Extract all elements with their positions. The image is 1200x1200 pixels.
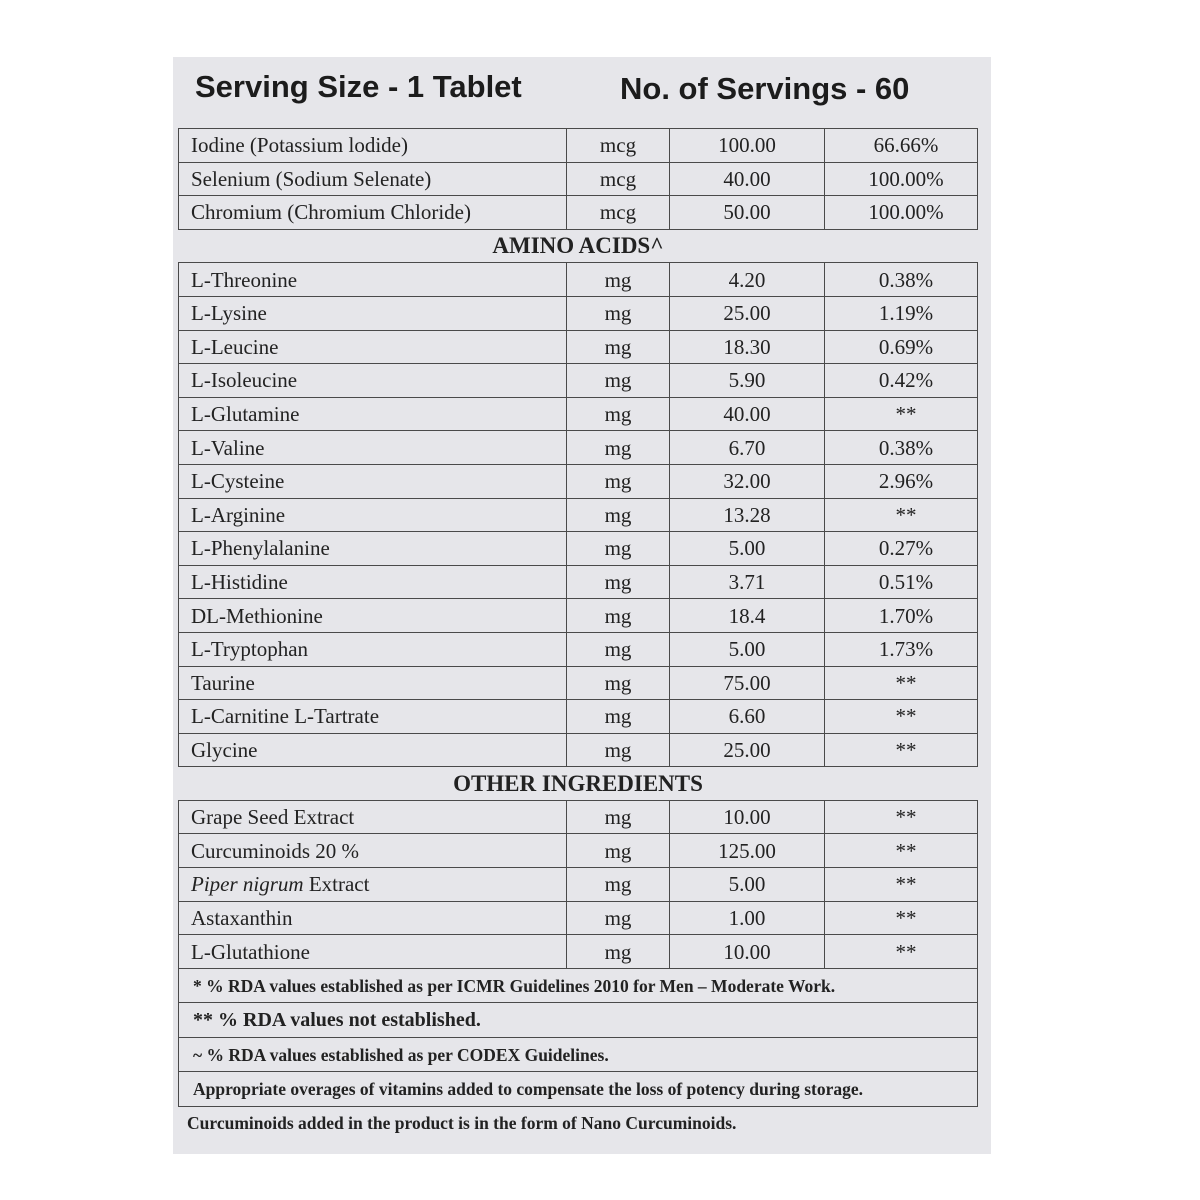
ingredient-rda: 0.42% <box>825 364 978 398</box>
table-row <box>179 800 978 834</box>
ingredient-rda: 1.19% <box>825 296 978 330</box>
section-heading-row <box>179 767 978 801</box>
ingredient-name: Grape Seed Extract <box>179 800 567 834</box>
ingredient-unit: mg <box>567 364 670 398</box>
table-row <box>179 632 978 666</box>
ingredient-name: L-Threonine <box>179 263 567 297</box>
section-heading-row <box>179 229 978 263</box>
ingredient-unit: mg <box>567 632 670 666</box>
ingredient-rda: ** <box>825 868 978 902</box>
ingredient-name: L-Leucine <box>179 330 567 364</box>
ingredient-unit: mcg <box>567 162 670 196</box>
ingredient-rda: 0.27% <box>825 532 978 566</box>
ingredient-amount: 5.00 <box>670 868 825 902</box>
ingredient-amount: 40.00 <box>670 397 825 431</box>
ingredient-name: L-Glutamine <box>179 397 567 431</box>
table-row <box>179 868 978 902</box>
note-codex: ~ % RDA values established as per CODEX Guidelines. <box>179 1037 978 1072</box>
ingredient-amount: 75.00 <box>670 666 825 700</box>
ingredient-unit: mg <box>567 397 670 431</box>
ingredient-rda: ** <box>825 834 978 868</box>
note-overages: Appropriate overages of vitamins added to compensate the loss of potency during storage. <box>179 1072 978 1107</box>
ingredient-amount: 6.60 <box>670 700 825 734</box>
table-row <box>179 599 978 633</box>
ingredient-amount: 18.30 <box>670 330 825 364</box>
ingredient-unit: mg <box>567 935 670 969</box>
ingredient-name: L-Carnitine L-Tartrate <box>179 700 567 734</box>
note-row <box>179 1003 978 1038</box>
table-row <box>179 263 978 297</box>
table-row <box>179 532 978 566</box>
table-row <box>179 129 978 163</box>
nutrition-table <box>178 128 978 1107</box>
ingredient-amount: 40.00 <box>670 162 825 196</box>
table-row <box>179 162 978 196</box>
ingredient-name: L-Arginine <box>179 498 567 532</box>
ingredient-amount: 13.28 <box>670 498 825 532</box>
ingredient-amount: 10.00 <box>670 800 825 834</box>
table-row <box>179 935 978 969</box>
ingredient-name: L-Phenylalanine <box>179 532 567 566</box>
ingredient-unit: mg <box>567 296 670 330</box>
ingredient-rda: 0.51% <box>825 565 978 599</box>
table-row <box>179 296 978 330</box>
ingredient-amount: 3.71 <box>670 565 825 599</box>
ingredient-rda: ** <box>825 700 978 734</box>
ingredient-amount: 4.20 <box>670 263 825 297</box>
ingredient-rda: ** <box>825 800 978 834</box>
serving-size: Serving Size - 1 Tablet <box>195 69 522 104</box>
ingredient-unit: mcg <box>567 196 670 230</box>
ingredient-unit: mg <box>567 599 670 633</box>
ingredient-amount: 5.90 <box>670 364 825 398</box>
table-row <box>179 464 978 498</box>
ingredient-amount: 5.00 <box>670 632 825 666</box>
ingredient-unit: mg <box>567 565 670 599</box>
table-row <box>179 565 978 599</box>
ingredient-unit: mg <box>567 800 670 834</box>
table-row <box>179 196 978 230</box>
ingredient-name-rest: Extract <box>303 872 370 897</box>
ingredient-name <box>179 868 567 902</box>
ingredient-unit: mg <box>567 532 670 566</box>
ingredient-name: DL-Methionine <box>179 599 567 633</box>
ingredient-name: L-Valine <box>179 431 567 465</box>
ingredient-unit: mg <box>567 868 670 902</box>
ingredient-amount: 25.00 <box>670 296 825 330</box>
ingredient-rda: 1.73% <box>825 632 978 666</box>
ingredient-rda: ** <box>825 666 978 700</box>
ingredient-amount: 10.00 <box>670 935 825 969</box>
note-icmr: * % RDA values established as per ICMR Guidelines 2010 for Men – Moderate Work. <box>179 968 978 1003</box>
ingredient-name: L-Glutathione <box>179 935 567 969</box>
ingredient-amount: 18.4 <box>670 599 825 633</box>
ingredient-rda: 2.96% <box>825 464 978 498</box>
ingredient-unit: mg <box>567 733 670 767</box>
ingredient-rda: ** <box>825 498 978 532</box>
ingredient-name: L-Histidine <box>179 565 567 599</box>
other-ingredients-heading: OTHER INGREDIENTS <box>179 767 978 801</box>
table-row <box>179 834 978 868</box>
note-not-established: ** % RDA values not established. <box>179 1003 978 1038</box>
ingredient-amount: 25.00 <box>670 733 825 767</box>
ingredient-unit: mg <box>567 700 670 734</box>
ingredient-name: L-Tryptophan <box>179 632 567 666</box>
table-row <box>179 700 978 734</box>
footer-note: Curcuminoids added in the product is in the form of Nano Curcuminoids. <box>187 1113 737 1133</box>
table-row <box>179 397 978 431</box>
table-row <box>179 431 978 465</box>
ingredient-name-italic: Piper nigrum <box>191 872 304 897</box>
note-row <box>179 1037 978 1072</box>
table-row <box>179 330 978 364</box>
ingredient-name: Curcuminoids 20 % <box>179 834 567 868</box>
table-row <box>179 364 978 398</box>
ingredient-amount: 1.00 <box>670 901 825 935</box>
ingredient-name: Taurine <box>179 666 567 700</box>
ingredient-name: Astaxanthin <box>179 901 567 935</box>
ingredient-unit: mg <box>567 834 670 868</box>
ingredient-amount: 6.70 <box>670 431 825 465</box>
note-row <box>179 1072 978 1107</box>
table-row <box>179 498 978 532</box>
ingredient-rda: 66.66% <box>825 129 978 163</box>
serving-header <box>173 57 991 127</box>
note-row <box>179 968 978 1003</box>
ingredient-unit: mg <box>567 330 670 364</box>
ingredient-rda: ** <box>825 935 978 969</box>
ingredient-unit: mg <box>567 666 670 700</box>
ingredient-rda: ** <box>825 901 978 935</box>
ingredient-unit: mg <box>567 498 670 532</box>
ingredient-rda: ** <box>825 397 978 431</box>
ingredient-unit: mg <box>567 263 670 297</box>
amino-acids-heading: AMINO ACIDS^ <box>179 229 978 263</box>
ingredient-name: Chromium (Chromium Chloride) <box>179 196 567 230</box>
ingredient-amount: 32.00 <box>670 464 825 498</box>
supplement-facts-sheet <box>173 57 991 1154</box>
ingredient-name: L-Lysine <box>179 296 567 330</box>
ingredient-unit: mcg <box>567 129 670 163</box>
ingredient-name: L-Cysteine <box>179 464 567 498</box>
table-row <box>179 666 978 700</box>
ingredient-rda: 0.38% <box>825 263 978 297</box>
ingredient-name: Iodine (Potassium lodide) <box>179 129 567 163</box>
ingredient-rda: 100.00% <box>825 196 978 230</box>
ingredient-amount: 100.00 <box>670 129 825 163</box>
ingredient-amount: 50.00 <box>670 196 825 230</box>
ingredient-name: Glycine <box>179 733 567 767</box>
ingredient-rda: 100.00% <box>825 162 978 196</box>
table-row <box>179 733 978 767</box>
table-row <box>179 901 978 935</box>
ingredient-rda: 1.70% <box>825 599 978 633</box>
ingredient-rda: 0.69% <box>825 330 978 364</box>
ingredient-unit: mg <box>567 901 670 935</box>
ingredient-amount: 5.00 <box>670 532 825 566</box>
ingredient-rda: ** <box>825 733 978 767</box>
ingredient-unit: mg <box>567 431 670 465</box>
ingredient-rda: 0.38% <box>825 431 978 465</box>
ingredient-unit: mg <box>567 464 670 498</box>
servings-count: No. of Servings - 60 <box>620 71 910 106</box>
ingredient-name: Selenium (Sodium Selenate) <box>179 162 567 196</box>
ingredient-name: L-Isoleucine <box>179 364 567 398</box>
ingredient-amount: 125.00 <box>670 834 825 868</box>
